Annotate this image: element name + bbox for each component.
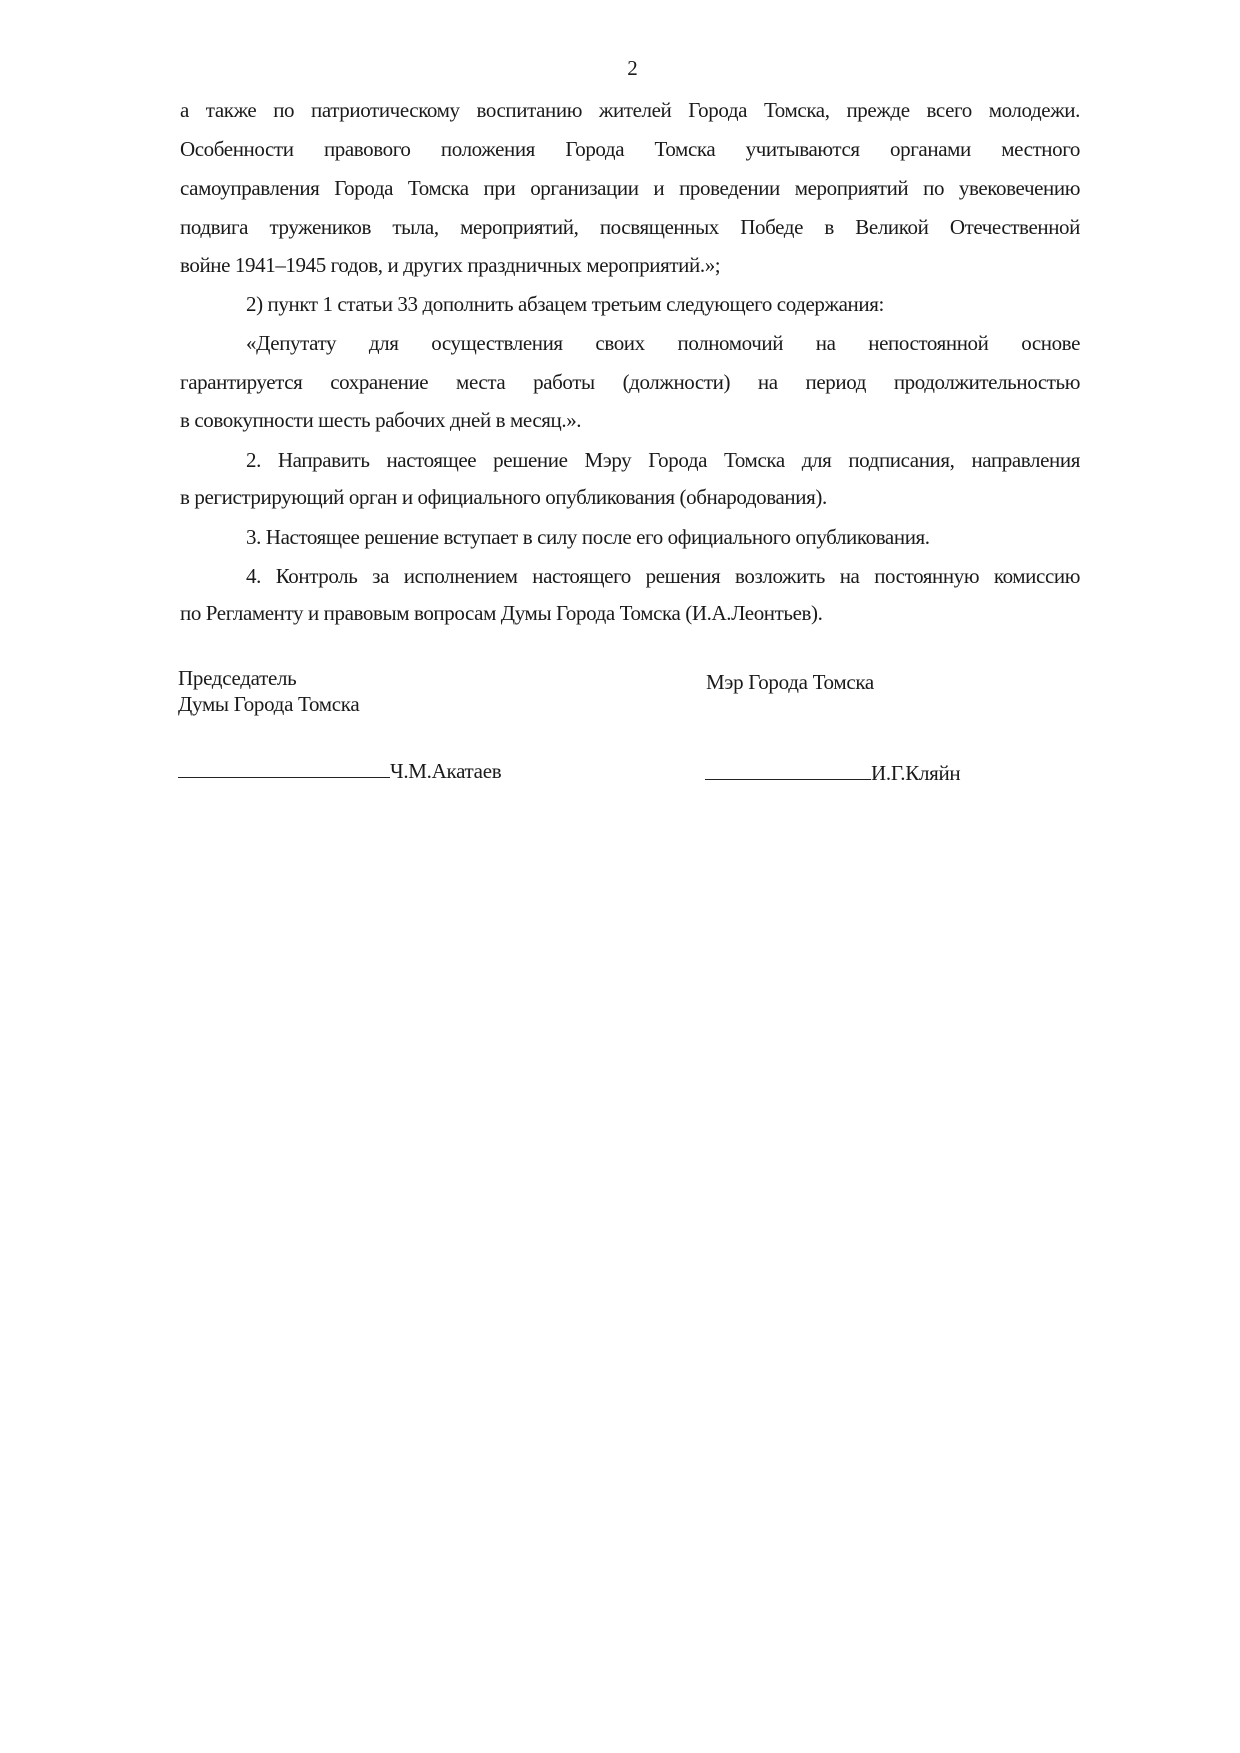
text-line: 3. Настоящее решение вступает в силу после его официального опубликования. [246, 525, 930, 549]
text-line: гарантируется сохранение места работы (должности) на период продолжительностью [180, 370, 1080, 394]
chairman-signature [178, 758, 501, 784]
text-line: Особенности правового положения Города Томска учитываются органами местного [180, 137, 1080, 161]
text-line: 2. Направить настоящее решение Мэру Города Томска для подписания, направления [246, 448, 1080, 472]
signature-line [178, 759, 390, 778]
chairman-title: Председатель [178, 666, 297, 690]
text-line: 2) пункт 1 статьи 33 дополнить абзацем третьим следующего содержания: [246, 292, 884, 316]
text-line: по Регламенту и правовым вопросам Думы Города Томска (И.А.Леонтьев). [180, 601, 823, 625]
text-line: в регистрирующий орган и официального опубликования (обнародования). [180, 485, 827, 509]
chairman-name: Ч.М.Акатаев [390, 759, 502, 783]
signature-line [705, 761, 871, 780]
page-number: 2 [627, 56, 638, 80]
text-line: самоуправления Города Томска при организации и проведении мероприятий по увековечению [180, 176, 1080, 200]
text-line: в совокупности шесть рабочих дней в месяц.». [180, 408, 582, 432]
text-line: а также по патриотическому воспитанию жителей Города Томска, прежде всего молодежи. [180, 98, 1080, 122]
text-line: подвига тружеников тыла, мероприятий, посвященных Победе в Великой Отечественной [180, 215, 1080, 239]
text-line: «Депутату для осуществления своих полномочий на непостоянной основе [246, 331, 1080, 355]
text-line: войне 1941–1945 годов, и других праздничных мероприятий.»; [180, 253, 721, 277]
mayor-signature [705, 760, 960, 786]
mayor-title: Мэр Города Томска [706, 670, 874, 694]
chairman-title-duma: Думы Города Томска [178, 692, 360, 716]
mayor-name: И.Г.Кляйн [871, 761, 961, 785]
text-line: 4. Контроль за исполнением настоящего решения возложить на постоянную комиссию [246, 564, 1080, 588]
